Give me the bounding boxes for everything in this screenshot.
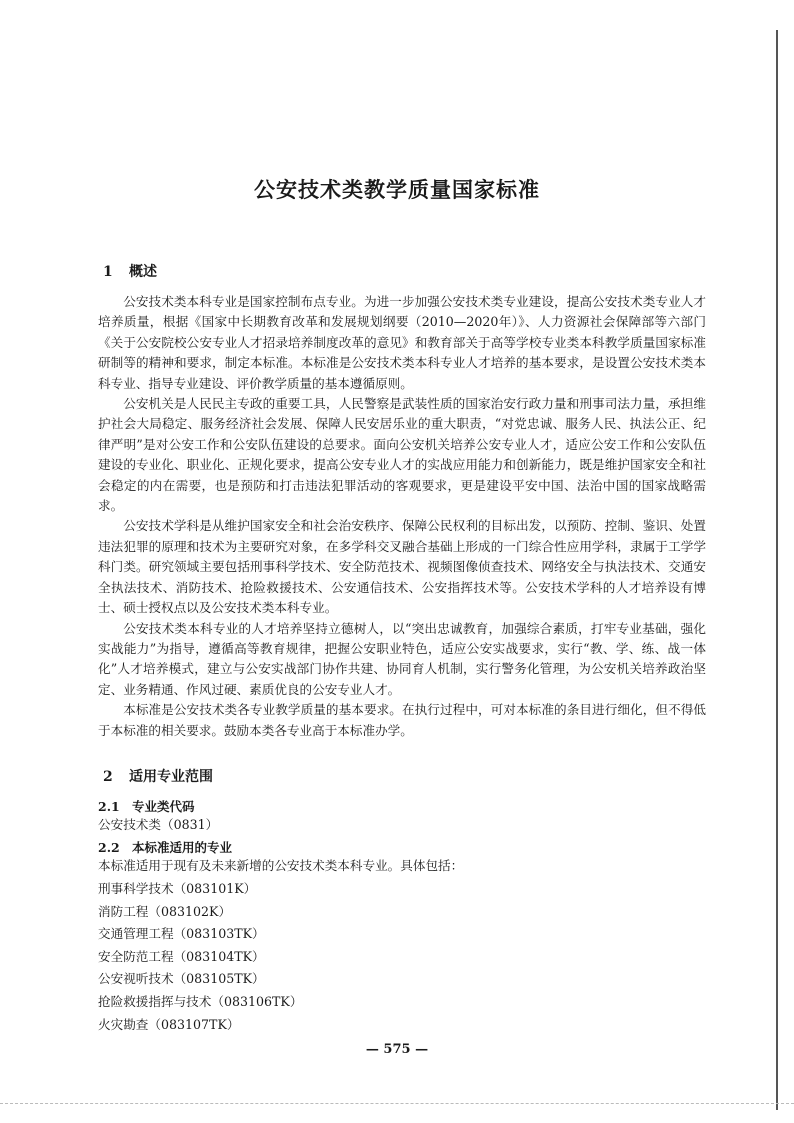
list-item: 消防工程（083102K） [98, 903, 232, 919]
section-1-title: 概述 [129, 264, 157, 280]
section-1-heading [103, 261, 157, 281]
list-item: 公安视听技术（083105TK） [98, 971, 265, 987]
paragraph: 本标准是公安技术类各专业教学质量的基本要求。在执行过程中，可对本标准的条目进行细化，但不得低于本标准的相关要求。鼓励本类各专业高于本标准办学。 [98, 702, 706, 738]
paragraph: 公安技术学科是从维护国家安全和社会治安秩序、保障公民权利的目标出发，以预防、控制、鉴识、处置违法犯罪的原理和技术为主要研究对象，在多学科交叉融合基础上形成的一门综合性应用学科，隶属于工学学科门类。研究领域主要包括刑事科学技术、安全防范技术、视频图像侦查技术、网络安全与执法技术、交通安全执法技术、消防技术、抢险救援技术、公安通信技术、公安指挥技术等。公安技术学科的人才培养设有博士、硕士授权点以及公安技术类本科专业。 [98, 518, 706, 616]
paragraph: 公安机关是人民民主专政的重要工具，人民警察是武装性质的国家治安行政力量和刑事司法力量，承担维护社会大局稳定、服务经济社会发展、保障人民安居乐业的重大职责，“对党忠诚、服务人民、执法公正、纪律严明”是对公安工作和公安队伍建设的总要求。面向公安机关培养公安专业人才，适应公安工作和公安队伍建设的专业化、职业化、正规化要求，提高公安专业人才的实战应用能力和创新能力，既是维护国家安全和社会稳定的内在需要，也是预防和打击违法犯罪活动的客观要求，更是建设平安中国、法治中国的国家战略需求。 [98, 396, 706, 514]
subsection-2-2-title: 本标准适用的专业 [132, 840, 233, 855]
section-2-title: 适用专业范围 [129, 769, 213, 785]
major-category-code: 公安技术类（0831） [98, 817, 219, 832]
paragraph: 公安技术类本科专业的人才培养坚持立德树人，以“突出忠诚教育，加强综合素质，打牢专业基础，强化实战能力”为指导，遵循高等教育规律，把握公安职业特色，适应公安实战要求，实行“教、学、练、战一体化”人才培养模式，建立与公安实战部门协作共建、协同育人机制，实行警务化管理，为公安机关培养政治坚定、业务精通、作风过硬、素质优良的公安专业人才。 [98, 620, 706, 697]
section-1-number: 1 [103, 264, 113, 280]
subsection-2-2-number: 2.2 [98, 840, 120, 855]
paragraph: 公安技术类本科专业是国家控制布点专业。为进一步加强公安技术类专业建设，提高公安技术类专业人才培养质量，根据《国家中长期教育改革和发展规划纲要（2010—2020年）》、人力资源社会保障部等六部门《关于公安院校公安专业人才招录培养制度改革的意见》和教育部关于高等学校专业类本科教学质量国家标准研制等的精神和要求，制定本标准。本标准是公安技术类本科专业人才培养的基本要求，是设置公安技术类本科专业、指导专业建设、评价教学质量的基本遵循原则。 [98, 294, 706, 391]
list-item: 抢险救援指挥与技术（083106TK） [98, 993, 303, 1009]
page-title: 公安技术类教学质量国家标准 [254, 177, 540, 202]
subsection-2-2-heading [98, 838, 232, 856]
section-2-heading [103, 766, 213, 786]
list-item: 安全防范工程（083104TK） [98, 948, 265, 964]
subsection-2-1-number: 2.1 [98, 799, 120, 814]
section-1-body [98, 292, 706, 741]
scan-bottom-line [0, 1103, 794, 1105]
majors-list [98, 878, 302, 1036]
subsection-2-1-title: 专业类代码 [132, 799, 195, 814]
list-item: 火灾勘查（083107TK） [98, 1016, 240, 1032]
page-number: — 575 — [365, 1042, 429, 1057]
subsection-2-1-heading [98, 797, 195, 815]
list-item: 刑事科学技术（083101K） [98, 881, 257, 896]
applicable-majors-intro: 本标准适用于现有及未来新增的公安技术类本科专业。具体包括： [98, 858, 464, 873]
list-item: 交通管理工程（083103TK） [98, 926, 265, 942]
section-2-number: 2 [103, 769, 113, 785]
